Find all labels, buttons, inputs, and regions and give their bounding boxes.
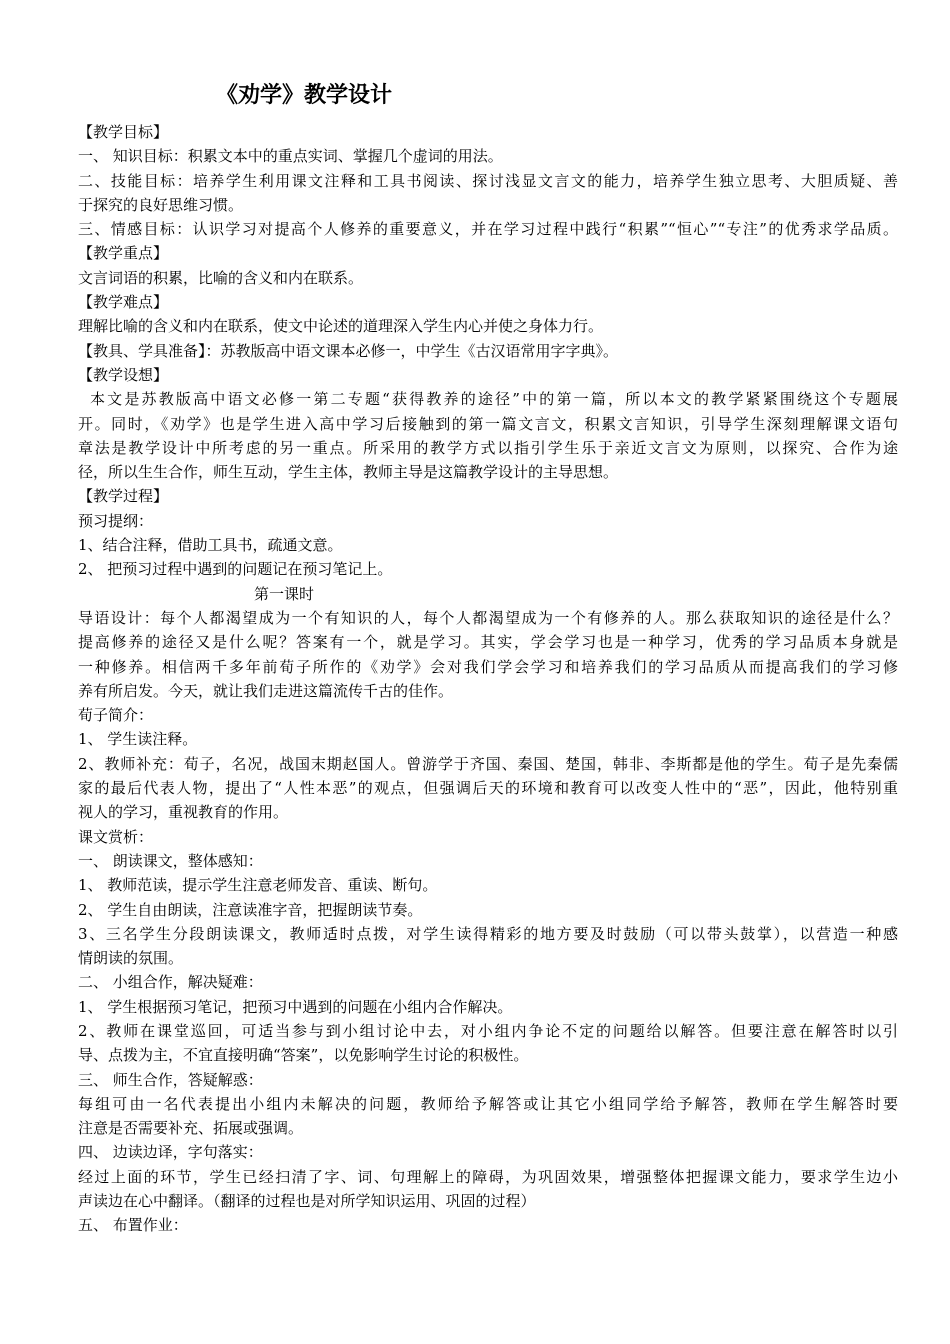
text-line: 文言词语的积累，比喻的含义和内在联系。 [78,268,364,287]
text-line: 视人的学习，重视教育的作用。 [78,803,289,822]
text-line: 【教具、学具准备】：苏教版高中语文课本必修一，中学生《古汉语常用字字典》。 [78,341,619,360]
text-line: 导、点拨为主，不宜直接明确“答案”，以免影响学生讨论的积极性。 [78,1046,529,1065]
text-line: 章法是教学设计中所考虑的另一重点。所采用的教学方式以指引学生乐于亲近文言文为原则，以探究、合作为途 [78,438,898,457]
text-line: 2、 把预习过程中遇到的问题记在预习笔记上。 [78,560,393,579]
document-body [78,120,898,1238]
text-line: 3、三名学生分段朗读课文，教师适时点拨，对学生读得精彩的地方要及时鼓励（可以带头鼓掌），以营造一种感 [78,924,898,943]
text-line: 【教学难点】 [78,293,169,312]
text-line: 1、结合注释，借助工具书，疏通文意。 [78,536,343,555]
text-line: 养有所启发。今天，就让我们走进这篇流传千古的佳作。 [78,681,454,700]
text-line: 二、 小组合作，解决疑难： [78,973,263,992]
text-line: 家的最后代表人物，提出了“人性本恶”的观点，但强调后天的环境和教育可以改变人性中的“恶”，因此，他特别重 [78,779,898,798]
document-title: 《劝学》教学设计 [216,83,393,108]
text-line: 开。同时，《劝学》也是学生进入高中学习后接触到的第一篇文言文，积累文言知识，引导学生深刻理解课文语句 [78,414,898,433]
text-line: 一、 知识目标：积累文本中的重点实词、掌握几个虚词的用法。 [78,147,503,166]
text-line: 2、教师补充：荀子，名况，战国末期赵国人。曾游学于齐国、秦国、楚国，韩非、李斯都是他的学生。荀子是先秦儒 [78,754,898,773]
text-line: 注意是否需要补充、拓展或强调。 [78,1119,304,1138]
text-line: 2、教师在课堂巡回，可适当参与到小组讨论中去，对小组内争论不定的问题给以解答。但要注意在解答时以引 [78,1021,898,1040]
text-line: 1、 学生根据预习笔记，把预习中遇到的问题在小组内合作解决。 [78,997,513,1016]
text-line: 提高修养的途径又是什么呢？答案有一个，就是学习。其实，学会学习也是一种学习，优秀的学习品质本身就是 [78,633,898,652]
text-line: 三、 师生合作，答疑解惑： [78,1070,263,1089]
text-line: 第一课时 [254,584,315,603]
text-line: 导语设计：每个人都渴望成为一个有知识的人，每个人都渴望成为一个有修养的人。那么获取知识的途径是什么？ [78,608,898,627]
text-line: 2、 学生自由朗读，注意读准字音，把握朗读节奏。 [78,900,423,919]
text-line: 1、 教师范读，提示学生注意老师发音、重读、断句。 [78,876,438,895]
text-line: 【教学目标】 [78,123,169,141]
text-line: 【教学重点】 [78,244,169,263]
text-line: 一种修养。相信两千多年前荀子所作的《劝学》会对我们学会学习和培养我们的学习品质从而提高我们的学习修 [78,657,898,676]
text-line: 1、 学生读注释。 [78,730,198,749]
text-line: 四、 边读边译，字句落实： [78,1143,263,1162]
text-line: 经过上面的环节，学生已经扫清了字、词、句理解上的障碍，为巩固效果，增强整体把握课文能力，要求学生边小 [78,1167,898,1186]
text-line: 径，所以生生合作，师生互动，学生主体，教师主导是这篇教学设计的主导思想。 [78,463,619,482]
text-line: 声读边在心中翻译。（翻译的过程也是对所学知识运用、巩固的过程） [78,1192,536,1211]
text-line: 【教学过程】 [78,487,169,506]
text-line: 每组可由一名代表提出小组内未解决的问题，教师给予解答或让其它小组同学给予解答，教师在学生解答时要 [78,1094,898,1113]
text-line: 情朗读的氛围。 [78,949,184,968]
text-line: 五、 布置作业： [78,1216,188,1235]
text-line: 一、 朗读课文，整体感知： [78,851,263,870]
text-line: 预习提纲： [78,511,154,530]
text-line: 理解比喻的含义和内在联系，使文中论述的道理深入学生内心并使之身体力行。 [78,317,604,336]
text-line: 于探究的良好思维习惯。 [78,195,244,214]
text-line: 荀子简介： [78,706,154,725]
text-line: 二、技能目标：培养学生利用课文注释和工具书阅读、探讨浅显文言文的能力，培养学生独立思考、大胆质疑、善 [78,171,898,190]
text-line: 课文赏析： [78,827,154,846]
text-line: 三、情感目标：认识学习对提高个人修养的重要意义，并在学习过程中践行“积累”“恒心”“专注”的优秀求学品质。 [78,220,898,239]
text-line: 【教学设想】 [78,365,169,384]
text-line: 本文是苏教版高中语文必修一第二专题“获得教养的途径”中的第一篇，所以本文的教学紧紧围绕这个专题展 [90,390,898,409]
